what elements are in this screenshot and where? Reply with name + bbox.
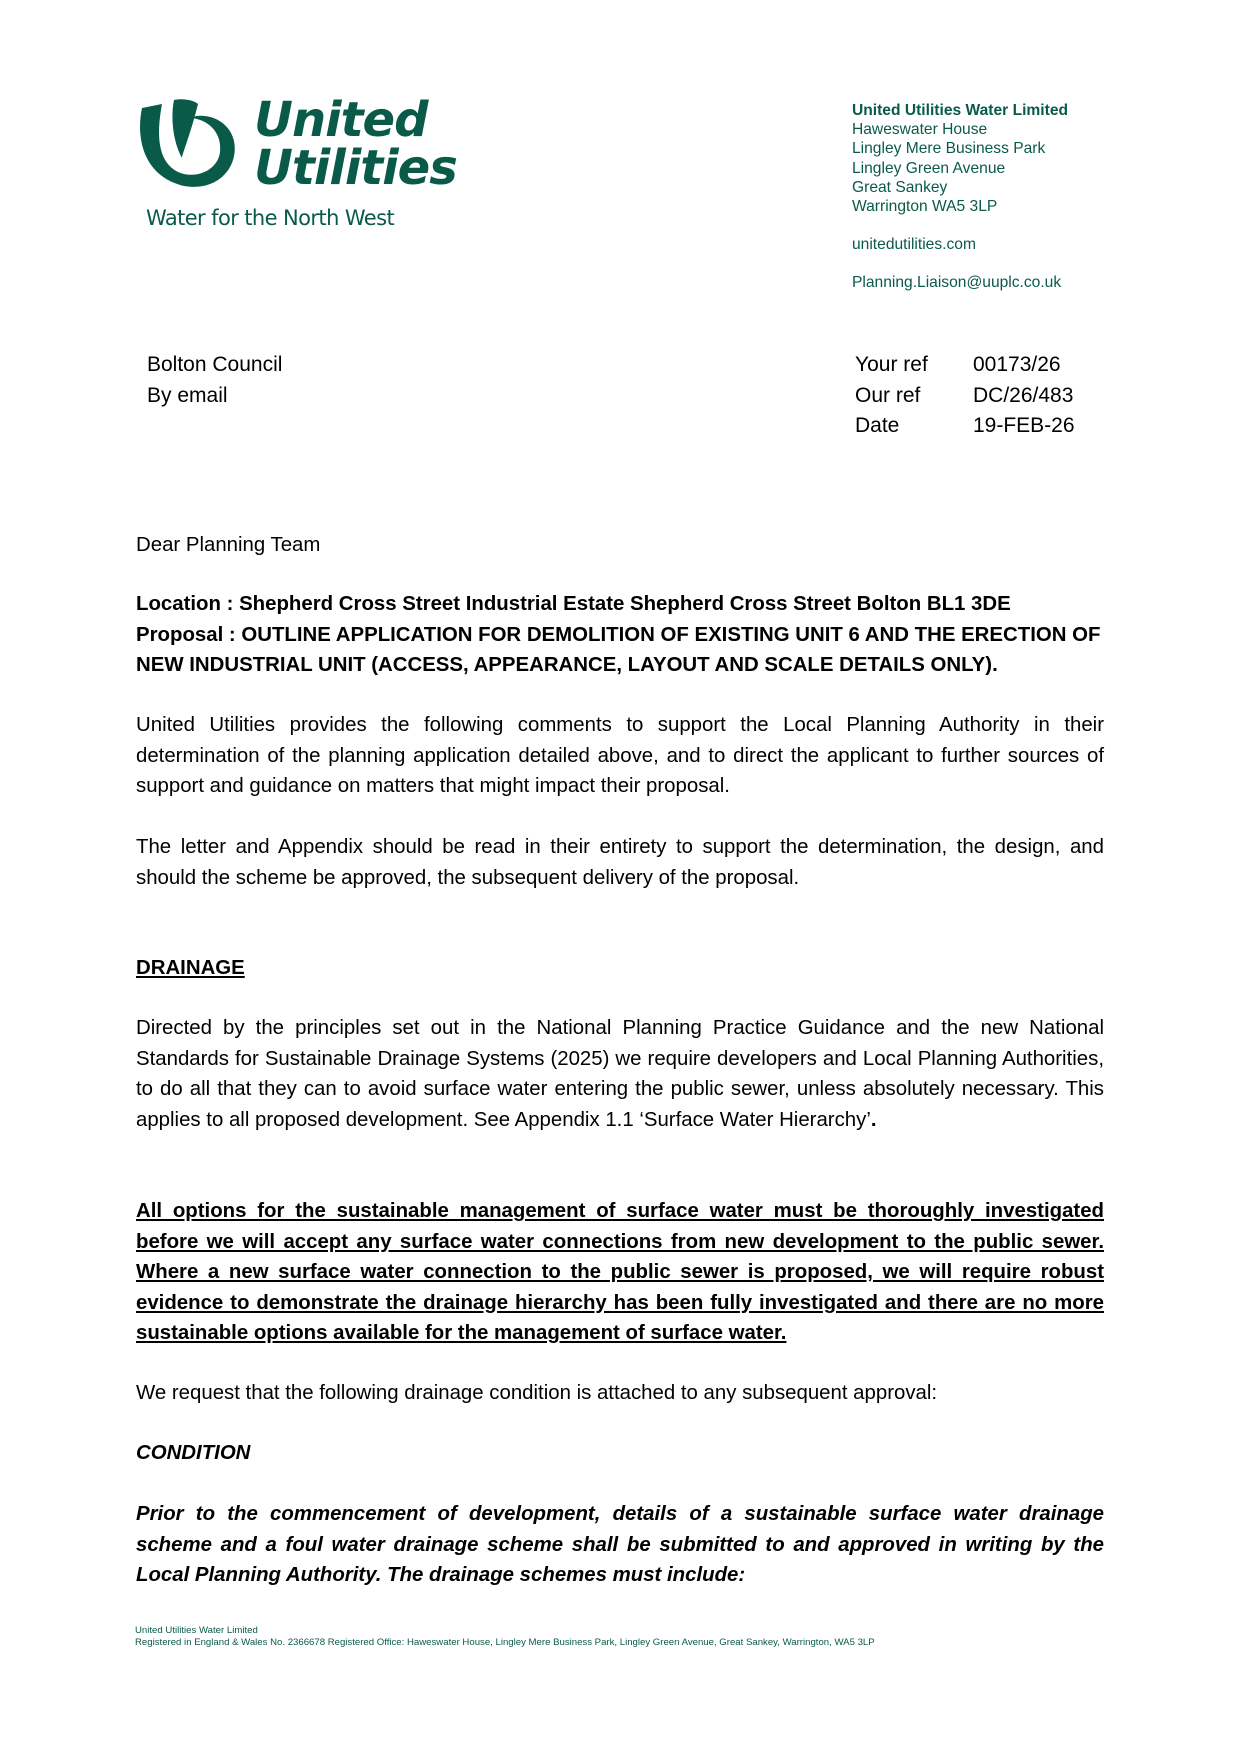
united-utilities-logo [134, 92, 457, 236]
salutation: Dear Planning Team [136, 534, 321, 556]
company-name: United Utilities Water Limited [852, 102, 1069, 119]
address-line: Haweswater House [852, 121, 988, 139]
logo-u-mark-icon [134, 96, 244, 196]
drainage-heading: DRAINAGE [136, 957, 245, 979]
ref-row-your-ref [855, 350, 1075, 381]
address-line: Great Sankey [852, 178, 948, 196]
subject-block [136, 589, 1104, 681]
ref-row-date [855, 411, 1075, 442]
page-footer [135, 1625, 875, 1648]
condition-heading: CONDITION [136, 1442, 251, 1464]
logo-tagline: Water for the North West [146, 206, 395, 230]
ref-row-our-ref [855, 381, 1075, 412]
company-website-link[interactable]: unitedutilities.com [852, 236, 976, 254]
condition-text: Prior to the commencement of development, details of a sustainable surface water drainage scheme and a foul water drainage scheme shall be submitted to and approved in writing by the Local Planning Authority. The drainage schemes must include: [136, 1503, 1104, 1586]
ref-label: Your ref [855, 353, 928, 376]
footer-company-name: United Utilities Water Limited [135, 1625, 258, 1636]
intro-paragraph: United Utilities provides the following comments to support the Local Planning Authority in their determination of the planning application detailed above, and to direct the applicant to further sources of support and guidance on matters that might impact their proposal. [136, 714, 1104, 797]
ref-value: 19-FEB-26 [973, 414, 1075, 437]
recipient-name: Bolton Council [147, 353, 283, 376]
location-line: Location : Shepherd Cross Street Industrial Estate Shepherd Cross Street Bolton BL1 3DE [136, 593, 1011, 615]
ref-label: Date [855, 414, 900, 437]
ref-value: 00173/26 [973, 353, 1061, 376]
address-line: Lingley Green Avenue [852, 159, 1006, 177]
ref-value: DC/26/483 [973, 383, 1074, 407]
company-email-link[interactable]: Planning.Liaison@uuplc.co.uk [852, 274, 1062, 292]
recipient-block [147, 349, 282, 411]
logo-word-united: United [254, 92, 428, 148]
recipient-delivery: By email [147, 384, 228, 407]
ref-label: Our ref [855, 383, 921, 407]
surface-water-requirement-paragraph: All options for the sustainable management of surface water must be thoroughly investigated before we will accept any surface water connections from new development to the public sewer. Where a new surface water connection to the public sewer is proposed, we will require robust evidence to demonstrate the drainage hierarchy has been fully investigated and there are no more sustainable options available for the management of surface water. [136, 1200, 1104, 1344]
condition-request-paragraph: We request that the following drainage condition is attached to any subsequent approval: [136, 1382, 938, 1404]
drainage-principles-paragraph [136, 1013, 1104, 1135]
reference-block [855, 350, 1075, 442]
address-line: Lingley Mere Business Park [852, 140, 1046, 158]
read-entirety-paragraph: The letter and Appendix should be read in their entirety to support the determination, the design, and should the scheme be approved, the subsequent delivery of the proposal. [136, 836, 1104, 889]
footer-registration: Registered in England & Wales No. 2366678 Registered Office: Haweswater House, Lingley Mere Business Park, Lingley Green Avenue, Great Sankey, Warrington, WA5 3LP [135, 1636, 875, 1648]
address-line: Warrington WA5 3LP [852, 198, 998, 216]
drainage-principles-end: . [870, 1108, 877, 1131]
company-address-block [852, 101, 1068, 293]
proposal-line: Proposal : OUTLINE APPLICATION FOR DEMOLITION OF EXISTING UNIT 6 AND THE ERECTION OF NEW INDUSTRIAL UNIT (ACCESS, APPEARANCE, LAYOUT AND SCALE DETAILS ONLY). [136, 623, 1101, 676]
drainage-principles-text: Directed by the principles set out in the National Planning Practice Guidance and the new National Standards for Sustainable Drainage Systems (2025) we require developers and Local Planning Authorities, to do all that they can to avoid surface water entering the public sewer, unless absolutely necessary. This applies to all proposed development. See Appendix 1.1 ‘Surface Water Hierarchy’ [136, 1017, 1104, 1131]
logo-word-utilities: Utilities [254, 140, 457, 196]
